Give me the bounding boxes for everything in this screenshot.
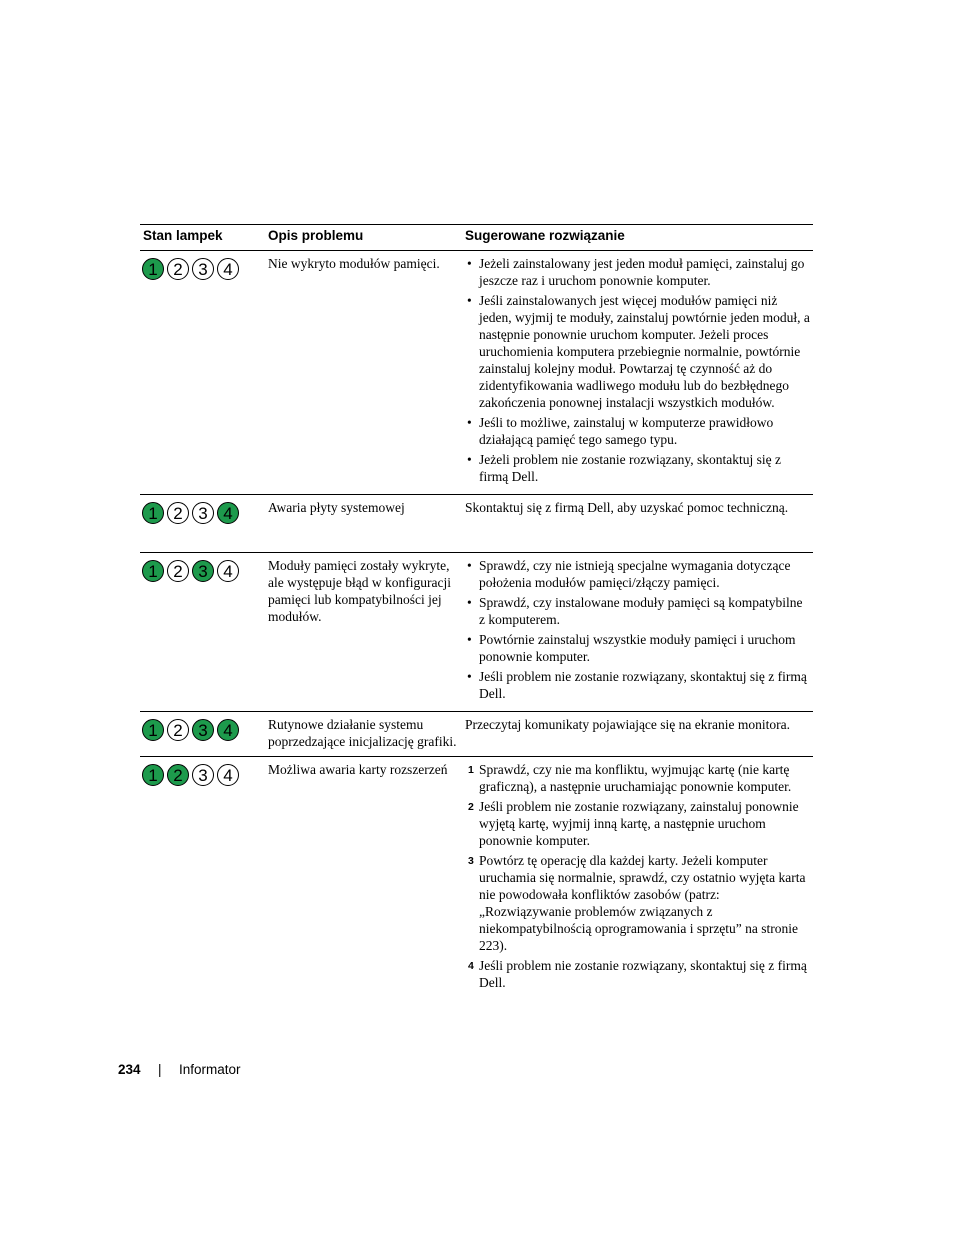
solution-bullet: • Jeśli problem nie zostanie rozwiązany, skontaktuj się z firmą Dell. xyxy=(465,668,811,702)
light-pattern-cell xyxy=(140,553,265,712)
diagnostic-light-2-icon: 2 xyxy=(167,502,189,524)
table-row xyxy=(140,553,813,712)
light-pattern xyxy=(142,258,265,280)
suggested-solution: Przeczytaj komunikaty pojawiające się na ekranie monitora. xyxy=(462,712,813,757)
solution-bullet: • Sprawdź, czy nie istnieją specjalne wymagania dotyczące położenia modułów pamięci/złączy pamięci. xyxy=(465,557,811,591)
light-pattern-cell xyxy=(140,495,265,553)
step-text: Jeśli problem nie zostanie rozwiązany, skontaktuj się z firmą Dell. xyxy=(479,958,807,990)
diagnostic-light-3-icon: 3 xyxy=(192,560,214,582)
solution-bullet: • Jeśli zainstalowanych jest więcej modułów pamięci niż jeden, wyjmij te moduły, zainstaluj powtórnie jeden moduł, a następnie ponownie uruchom komputer. Jeżeli proces uruchomienia komputera przebiegnie normalnie, powtórnie zainstaluj kolejny moduł. Powtarzaj tę czynność aż do zidentyfikowania wadliwego modułu lub do bezbłędnego zakończenia ponownej instalacji wszystkich modułów. xyxy=(465,292,811,411)
diagnostic-light-3-icon: 3 xyxy=(192,764,214,786)
step-number: 1 xyxy=(468,764,474,776)
suggested-solution xyxy=(462,553,813,712)
table-row xyxy=(140,495,813,553)
solution-bullet: • Sprawdź, czy instalowane moduły pamięci są kompatybilne z komputerem. xyxy=(465,594,811,628)
section-title: Informator xyxy=(179,1062,241,1077)
column-header-solution: Sugerowane rozwiązanie xyxy=(462,225,813,251)
solution-bullet: • Jeżeli problem nie zostanie rozwiązany, skontaktuj się z firmą Dell. xyxy=(465,451,811,485)
diagnostic-light-2-icon: 2 xyxy=(167,258,189,280)
diagnostic-light-4-icon: 4 xyxy=(217,502,239,524)
step-text: Sprawdź, czy nie ma konfliktu, wyjmując kartę (nie kartę graficzną), a następnie uruchamiając ponownie komputer. xyxy=(479,762,792,794)
diagnostic-light-2-icon: 2 xyxy=(167,764,189,786)
light-pattern-cell xyxy=(140,712,265,757)
step-text: Powtórz tę operację dla każdej karty. Jeżeli komputer uruchamia się normalnie, sprawdź, czy ostatnio wyjęta karta nie powodowała konfliktów zasobów (patrz: „Rozwiązywanie problemów związanych z niekompatybilnością oprogramowania i sprzętu” na stronie 223). xyxy=(479,853,806,953)
solution-list xyxy=(465,557,811,702)
diagnostic-light-1-icon: 1 xyxy=(142,560,164,582)
diagnostic-light-1-icon: 1 xyxy=(142,502,164,524)
light-pattern xyxy=(142,502,265,524)
problem-description: Nie wykryto modułów pamięci. xyxy=(265,251,462,495)
problem-description: Awaria płyty systemowej xyxy=(265,495,462,553)
diagnostic-light-2-icon: 2 xyxy=(167,719,189,741)
diagnostic-lights-table xyxy=(140,224,813,1000)
solution-step xyxy=(465,798,811,849)
suggested-solution xyxy=(462,251,813,495)
diagnostic-light-3-icon: 3 xyxy=(192,258,214,280)
light-pattern-cell xyxy=(140,251,265,495)
table-row xyxy=(140,712,813,757)
table-header-row xyxy=(140,225,813,251)
page-number: 234 xyxy=(118,1062,141,1077)
light-pattern-cell xyxy=(140,757,265,1001)
diagnostic-light-3-icon: 3 xyxy=(192,502,214,524)
step-number: 3 xyxy=(468,855,474,867)
diagnostic-light-1-icon: 1 xyxy=(142,719,164,741)
light-pattern xyxy=(142,560,265,582)
diagnostic-light-4-icon: 4 xyxy=(217,764,239,786)
solution-bullet: • Powtórnie zainstaluj wszystkie moduły pamięci i uruchom ponownie komputer. xyxy=(465,631,811,665)
column-header-light-state: Stan lampek xyxy=(140,225,265,251)
solution-list xyxy=(465,255,811,485)
diagnostic-light-4-icon: 4 xyxy=(217,719,239,741)
solution-step xyxy=(465,761,811,795)
step-number: 2 xyxy=(468,801,474,813)
diagnostic-light-1-icon: 1 xyxy=(142,258,164,280)
solution-bullet: • Jeśli to możliwe, zainstaluj w komputerze prawidłowo działającą pamięć tego samego typu. xyxy=(465,414,811,448)
solution-step xyxy=(465,852,811,954)
solution-step xyxy=(465,957,811,991)
diagnostic-light-3-icon: 3 xyxy=(192,719,214,741)
light-pattern xyxy=(142,764,265,786)
diagnostic-light-4-icon: 4 xyxy=(217,560,239,582)
step-number: 4 xyxy=(468,960,474,972)
suggested-solution: Skontaktuj się z firmą Dell, aby uzyskać pomoc techniczną. xyxy=(462,495,813,553)
solution-bullet: • Jeżeli zainstalowany jest jeden moduł pamięci, zainstaluj go jeszcze raz i uruchom ponownie komputer. xyxy=(465,255,811,289)
solution-steps xyxy=(465,761,811,991)
table-row xyxy=(140,251,813,495)
column-header-problem: Opis problemu xyxy=(265,225,462,251)
table-row xyxy=(140,757,813,1001)
diagnostic-light-2-icon: 2 xyxy=(167,560,189,582)
problem-description: Moduły pamięci zostały wykryte, ale występuje błąd w konfiguracji pamięci lub kompatybilności jej modułów. xyxy=(265,553,462,712)
diagnostic-light-1-icon: 1 xyxy=(142,764,164,786)
diagnostic-light-4-icon: 4 xyxy=(217,258,239,280)
step-text: Jeśli problem nie zostanie rozwiązany, zainstaluj ponownie wyjętą kartę, wyjmij inną kartę, a następnie uruchom ponownie komputer. xyxy=(479,799,799,848)
light-pattern xyxy=(142,719,265,741)
problem-description: Rutynowe działanie systemu poprzedzające inicjalizację grafiki. xyxy=(265,712,462,757)
suggested-solution xyxy=(462,757,813,1001)
footer-separator: | xyxy=(158,1062,162,1077)
problem-description: Możliwa awaria karty rozszerzeń xyxy=(268,762,448,777)
